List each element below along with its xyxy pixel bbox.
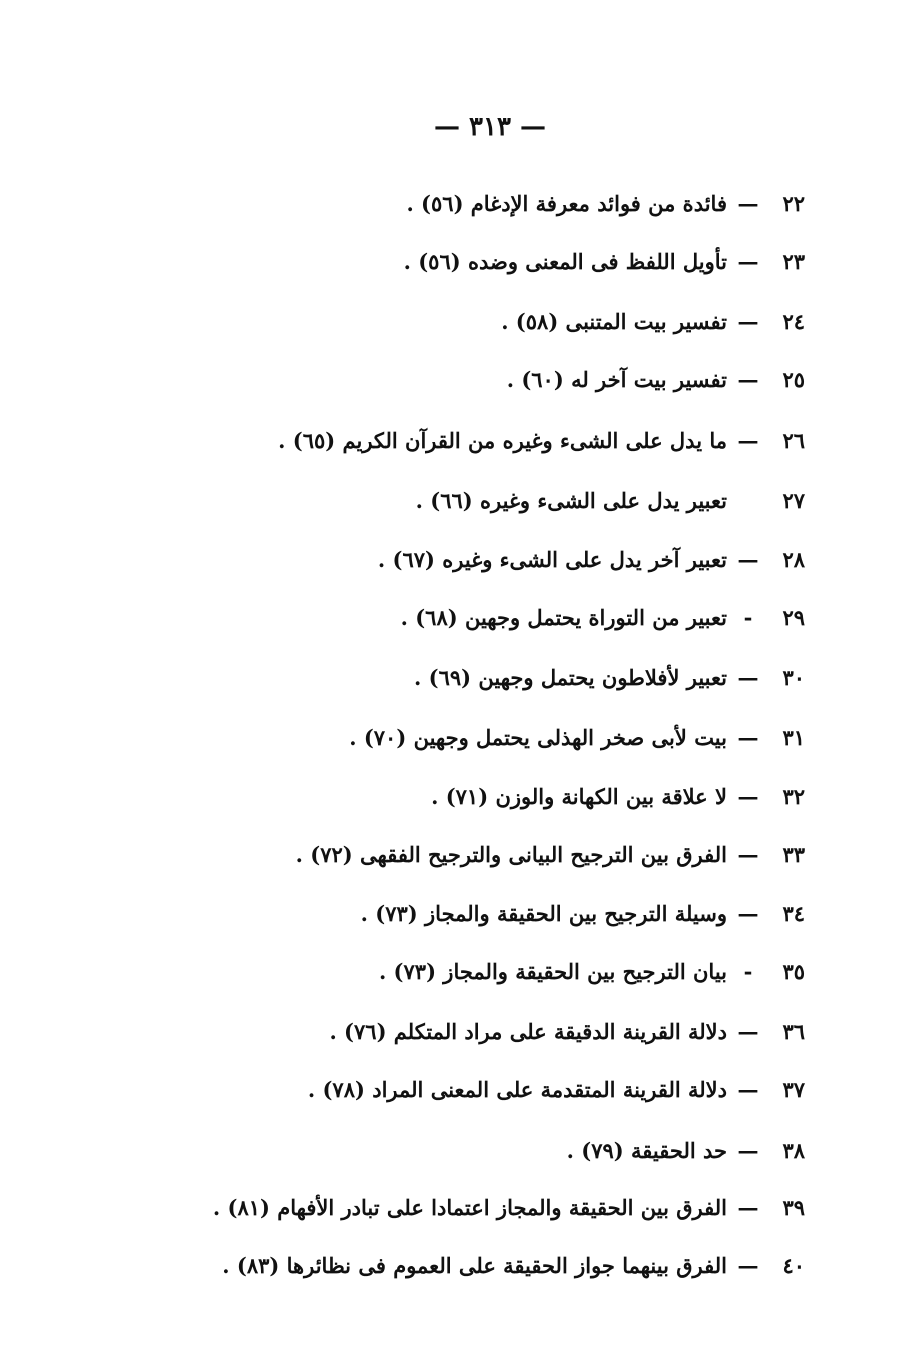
toc-entry: [431, 776, 805, 816]
entry-title: حد الحقيقة (٧٩) .: [566, 1137, 727, 1163]
entry-dash: —: [737, 1018, 759, 1044]
entry-number: ٢٦: [782, 427, 805, 453]
entry-number: ٣٧: [782, 1076, 805, 1102]
entry-number: ٣٤: [782, 900, 805, 926]
toc-entry: [406, 183, 805, 223]
entry-number: ٢٤: [782, 308, 805, 334]
entry-dash: —: [737, 1194, 759, 1220]
entry-title: تأويل اللفظ فى المعنى وضده (٥٦) .: [403, 248, 727, 274]
toc-entry: [416, 480, 805, 520]
entry-title: تعبير يدل على الشىء وغيره (٦٦) .: [415, 487, 727, 513]
entry-title: الفرق بينهما جواز الحقيقة على العموم فى نظائرها (٨٣) .: [222, 1252, 727, 1278]
entry-title: ما يدل على الشىء وغيره من القرآن الكريم (٦٥) .: [278, 427, 727, 453]
entry-number: ٤٠: [782, 1252, 805, 1278]
entry-title: الفرق بين الترجيح البيانى والترجيح الفقهى (٧٢) .: [295, 841, 727, 867]
toc-entry: [378, 539, 805, 579]
toc-entry: [329, 1011, 805, 1051]
entry-title: لا علاقة بين الكهانة والوزن (٧١) .: [431, 783, 727, 809]
toc-entry: [379, 951, 805, 991]
entry-dash: —: [737, 664, 759, 690]
toc-entry: [308, 1069, 805, 1109]
entry-dash: —: [737, 190, 759, 216]
entry-title: تفسير بيت آخر له (٦٠) .: [506, 366, 727, 392]
entry-number: ٣٣: [782, 841, 805, 867]
entry-dash: —: [737, 900, 759, 926]
entry-title: فائدة من فوائد معرفة الإدغام (٥٦) .: [406, 190, 727, 216]
entry-number: ٢٥: [782, 366, 805, 392]
entry-title: تعبير من التوراة يحتمل وجهين (٦٨) .: [400, 604, 727, 630]
entry-dash: —: [737, 841, 759, 867]
entry-number: ٣٩: [782, 1194, 805, 1220]
entry-number: ٣٢: [782, 783, 805, 809]
toc-entry: [213, 1187, 805, 1227]
entry-dash: —: [737, 546, 759, 572]
entry-dash: —: [737, 427, 759, 453]
toc-entry: [507, 359, 805, 399]
entry-number: ٣٦: [782, 1018, 805, 1044]
entry-number: ٢٧: [782, 487, 805, 513]
entry-dash: —: [737, 1252, 759, 1278]
entry-dash: —: [737, 1076, 759, 1102]
toc-entry: [296, 834, 805, 874]
entry-dash: —: [737, 1137, 759, 1163]
entry-dash: —: [737, 724, 759, 750]
toc-entry: [404, 241, 805, 281]
entry-dash: —: [737, 366, 759, 392]
toc-entry: [278, 420, 805, 460]
toc-entry: [401, 597, 805, 637]
entry-title: تعبير آخر يدل على الشىء وغيره (٦٧) .: [377, 546, 727, 572]
entry-title: دلالة القرينة المتقدمة على المعنى المراد (٧٨) .: [307, 1076, 727, 1102]
entry-number: ٣٥: [782, 958, 805, 984]
toc-entry: [349, 717, 805, 757]
page-number: — ٣١٣ —: [433, 112, 547, 142]
toc-entry: [567, 1130, 805, 1170]
toc-entry: [414, 657, 805, 697]
entry-title: تعبير لأفلاطون يحتمل وجهين (٦٩) .: [414, 664, 727, 690]
entry-number: ٢٩: [782, 604, 805, 630]
entry-dash: —: [737, 783, 759, 809]
toc-entry: [501, 301, 805, 341]
entry-number: ٢٣: [782, 248, 805, 274]
entry-title: دلالة القرينة الدقيقة على مراد المتكلم (٧٦) .: [329, 1018, 727, 1044]
entry-title: الفرق بين الحقيقة والمجاز اعتمادا على تبادر الأفهام (٨١) .: [212, 1194, 727, 1220]
entry-title: بيت لأبى صخر الهذلى يحتمل وجهين (٧٠) .: [349, 724, 727, 750]
toc-entry: [222, 1245, 805, 1285]
entry-title: تفسير بيت المتنبى (٥٨) .: [501, 308, 727, 334]
entry-dash: —: [737, 248, 759, 274]
entry-number: ٣١: [782, 724, 805, 750]
entry-number: ٣٨: [782, 1137, 805, 1163]
toc-entry: [361, 893, 805, 933]
entry-dash: —: [737, 308, 759, 334]
entry-title: وسيلة الترجيح بين الحقيقة والمجاز (٧٣) .: [360, 900, 727, 926]
entry-number: ٢٢: [782, 190, 805, 216]
entry-dash: -: [743, 604, 753, 630]
entry-number: ٣٠: [782, 664, 805, 690]
entry-number: ٢٨: [782, 546, 805, 572]
entry-title: بيان الترجيح بين الحقيقة والمجاز (٧٣) .: [378, 958, 727, 984]
entry-dash: -: [743, 958, 753, 984]
